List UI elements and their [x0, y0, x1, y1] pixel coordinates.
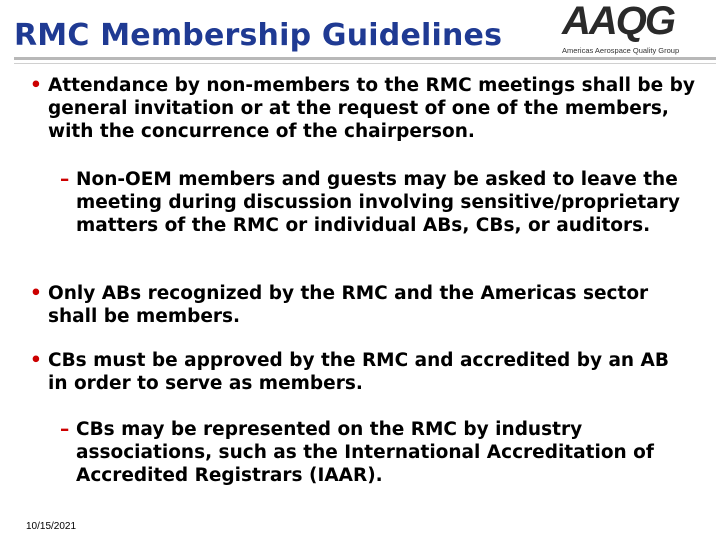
- sub-bullet-text: Non-OEM members and guests may be asked to leave the meeting during discussion involving sensitive/proprietary matters of the RMC or individual ABs, CBs, or auditors.: [76, 169, 680, 236]
- bullet-item: [30, 74, 700, 143]
- sub-bullet-item: [30, 418, 700, 487]
- bullet-text: Only ABs recognized by the RMC and the Americas sector shall be members.: [48, 283, 649, 327]
- bullet-dot-icon: •: [30, 350, 42, 371]
- logo-tagline: Americas Aerospace Quality Group: [562, 46, 680, 55]
- title-rule: [14, 57, 716, 60]
- title-rule-thin: [14, 63, 716, 64]
- logo-wordmark: AAQG: [562, 0, 674, 43]
- bullet-text: CBs must be approved by the RMC and accredited by an AB in order to serve as members.: [48, 350, 669, 394]
- sub-bullet-text: CBs may be represented on the RMC by industry associations, such as the International Accreditation of Accredited Registrars (IAAR).: [76, 419, 654, 486]
- dash-icon: –: [60, 169, 70, 190]
- sub-bullet-item: [30, 168, 700, 237]
- bullet-dot-icon: •: [30, 283, 42, 304]
- dash-icon: –: [60, 419, 70, 440]
- bullet-item: [30, 349, 688, 395]
- slide-date: 10/15/2021: [26, 521, 77, 532]
- aaqg-logo: [556, 0, 716, 57]
- bullet-dot-icon: •: [30, 75, 42, 96]
- slide-title: RMC Membership Guidelines: [14, 18, 503, 53]
- bullet-text: Attendance by non-members to the RMC meetings shall be by general invitation or at the request of one of the members, with the concurrence of the chairperson.: [48, 75, 695, 142]
- bullet-item: [30, 282, 700, 328]
